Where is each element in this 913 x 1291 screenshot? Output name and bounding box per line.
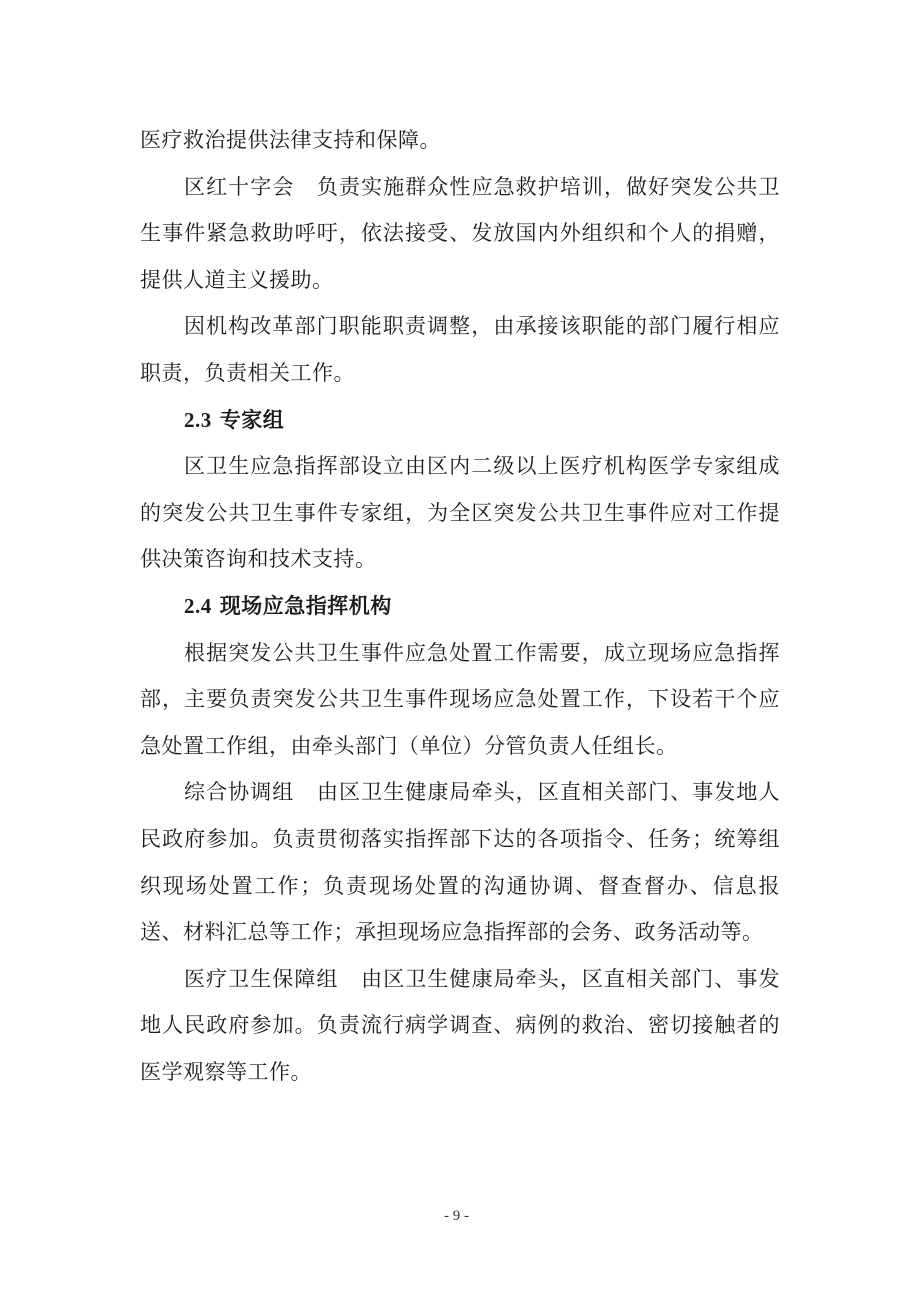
section-number: 2.4 (184, 593, 212, 618)
section-title: 专家组 (219, 406, 285, 432)
paragraph-onsite-command: 根据突发公共卫生事件应急处置工作需要，成立现场应急指挥部，主要负责突发公共卫生事件现场应急处置工作，下设若干个应急处置工作组，由牵头部门（单位）分管负责人任组长。 (140, 640, 780, 758)
paragraph-expert-group: 区卫生应急指挥部设立由区内二级以上医疗机构医学专家组成的突发公共卫生事件专家组，为全区突发公共卫生事件应对工作提供决策咨询和技术支持。 (140, 454, 780, 572)
paragraph-red-cross (140, 164, 780, 304)
paragraph-text-coordination: 由区卫生健康局牵头，区直相关部门、事发地人民政府参加。负责贯彻落实指挥部下达的各项指令、任务；统筹组织现场处置工作；负责现场处置的沟通协调、督查督办、信息报送、材料汇总等工作；承担现场应急指挥部的会务、政务活动等。 (140, 780, 781, 945)
paragraph-text-red-cross: 负责实施群众性应急救护培训，做好突发公共卫生事件紧急救助呼吁，依法接受、发放国内外组织和个人的捐赠，提供人道主义援助。 (140, 174, 781, 292)
section-heading-2-3 (140, 397, 780, 444)
page-number: - 9 - (444, 1208, 469, 1224)
paragraph-reform: 因机构改革部门职能职责调整，由承接该职能的部门履行相应职责，负责相关工作。 (140, 314, 780, 385)
paragraph-medical-group (140, 956, 780, 1096)
section-heading-2-4 (140, 583, 780, 630)
paragraph-continuation: 医疗救治提供法律支持和保障。 (140, 128, 441, 152)
section-number: 2.3 (184, 407, 212, 432)
section-title: 现场应急指挥机构 (219, 592, 392, 618)
paragraph-lead-coordination: 综合协调组 (184, 780, 295, 805)
document-body (140, 117, 780, 1095)
paragraph-coordination-group (140, 769, 780, 955)
paragraph-text-medical: 由区卫生健康局牵头，区直相关部门、事发地人民政府参加。负责流行病学调查、病例的救治、密切接触者的医学观察等工作。 (140, 966, 781, 1084)
paragraph-lead-medical: 医疗卫生保障组 (184, 966, 339, 991)
paragraph-lead-red-cross: 区红十字会 (184, 174, 295, 199)
